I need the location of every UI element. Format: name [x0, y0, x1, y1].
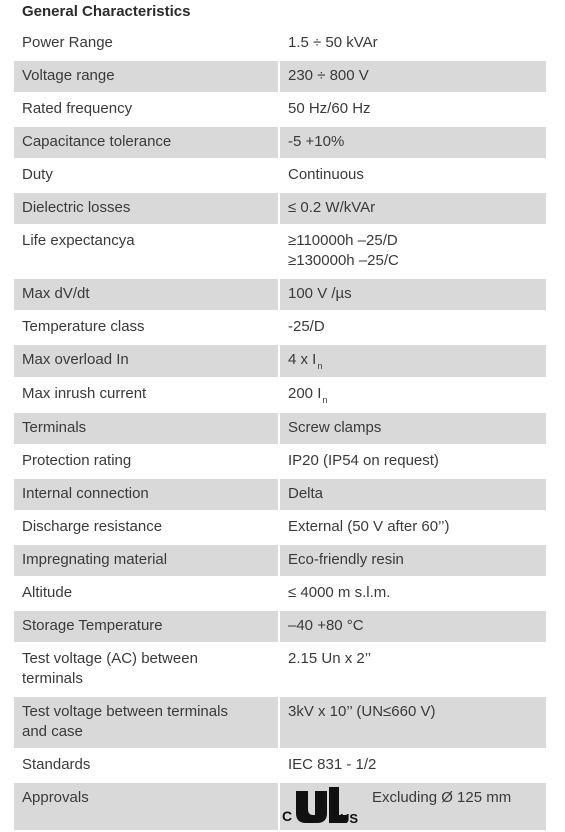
row-label: Impregnating material [14, 545, 280, 578]
cert-us-letters: US [340, 811, 359, 825]
row-label [14, 697, 280, 750]
row-value: External (50 V after 60’’) [280, 512, 546, 545]
row-label: Standards [14, 750, 280, 783]
row-value: 1.5 ÷ 50 kVAr [280, 28, 546, 61]
table-row [14, 94, 546, 127]
row-label: Rated frequency [14, 94, 280, 127]
row-value: 230 ÷ 800 V [280, 61, 546, 94]
row-value: Delta [280, 479, 546, 512]
table-row [14, 279, 546, 312]
row-label: Power Range [14, 28, 280, 61]
row-value-subscript: n [317, 361, 323, 371]
row-value: IEC 831 - 1/2 [280, 750, 546, 783]
row-label: Approvals [14, 783, 280, 832]
row-label-line: and case [22, 723, 83, 740]
row-label: Life expectancya [14, 226, 280, 279]
table-row [14, 750, 546, 783]
row-value: Continuous [280, 160, 546, 193]
table-row [14, 611, 546, 644]
row-value: ≤ 0.2 W/kVAr [280, 193, 546, 226]
row-value-main: 200 I [288, 385, 322, 402]
table-row [14, 28, 546, 61]
table-row [14, 127, 546, 160]
row-value: Screw clamps [280, 413, 546, 446]
table-row [14, 345, 546, 379]
table-row [14, 61, 546, 94]
cert-c-letter: C [282, 808, 293, 824]
row-value [280, 783, 546, 832]
row-label-line: Test voltage between terminals [22, 703, 228, 720]
table-row [14, 578, 546, 611]
row-label: Protection rating [14, 446, 280, 479]
table-row [14, 226, 546, 279]
row-label: Terminals [14, 413, 280, 446]
approval-note: Excluding Ø 125 mm [372, 789, 512, 806]
table-row [14, 379, 546, 413]
row-value [280, 226, 546, 279]
row-value: -25/D [280, 312, 546, 345]
row-value: IP20 (IP54 on request) [280, 446, 546, 479]
row-label-line: Test voltage (AC) between [22, 650, 198, 667]
row-value [280, 345, 546, 379]
section-title: General Characteristics [22, 3, 191, 20]
row-label: Altitude [14, 578, 280, 611]
table-row [14, 193, 546, 226]
table-row [14, 160, 546, 193]
row-value: 3kV x 10’’ (UN≤660 V) [280, 697, 546, 750]
table-row [14, 697, 546, 750]
table-row [14, 512, 546, 545]
row-label: Dielectric losses [14, 193, 280, 226]
row-value: 100 V /µs [280, 279, 546, 312]
table-row [14, 446, 546, 479]
table-row [14, 479, 546, 512]
row-value: –40 +80 °C [280, 611, 546, 644]
row-label: Voltage range [14, 61, 280, 94]
row-label-line: terminals [22, 670, 83, 687]
row-value: Eco-friendly resin [280, 545, 546, 578]
row-value: 50 Hz/60 Hz [280, 94, 546, 127]
row-value: ≤ 4000 m s.l.m. [280, 578, 546, 611]
row-label: Temperature class [14, 312, 280, 345]
table-row [14, 312, 546, 345]
characteristics-table [14, 28, 546, 832]
row-value: -5 +10% [280, 127, 546, 160]
row-label: Storage Temperature [14, 611, 280, 644]
row-value-subscript: n [322, 395, 328, 405]
row-label [14, 644, 280, 697]
row-label: Capacitance tolerance [14, 127, 280, 160]
table-row [14, 545, 546, 578]
row-value-main: 4 x I [288, 351, 317, 368]
table-row [14, 413, 546, 446]
row-value: 2.15 Un x 2’’ [280, 644, 546, 697]
row-value [280, 379, 546, 413]
table-row [14, 783, 546, 832]
cul-us-certification-icon [282, 785, 362, 825]
row-label: Max dV/dt [14, 279, 280, 312]
table-row [14, 644, 546, 697]
row-label: Discharge resistance [14, 512, 280, 545]
row-value-line: ≥130000h –25/C [288, 252, 399, 269]
row-label: Internal connection [14, 479, 280, 512]
row-label: Duty [14, 160, 280, 193]
row-label: Max inrush current [14, 379, 280, 413]
row-value-line: ≥110000h –25/D [288, 232, 398, 249]
row-label: Max overload In [14, 345, 280, 379]
